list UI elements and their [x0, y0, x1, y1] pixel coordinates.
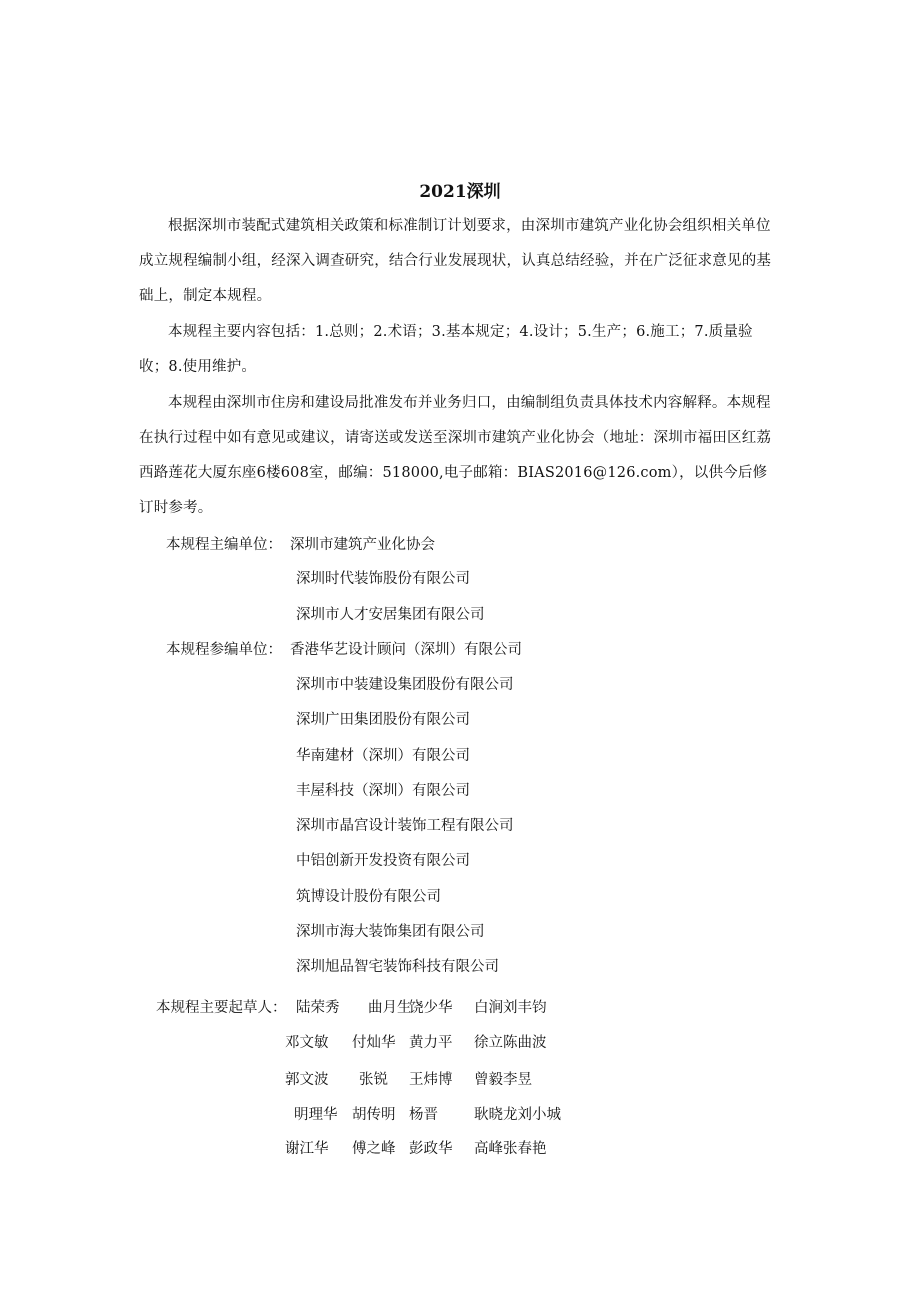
drafter-name: 白涧刘丰钧 — [474, 1000, 547, 1016]
participating-unit: 深圳市晶宫设计装饰工程有限公司 — [296, 818, 514, 834]
drafters-label: 本规程主要起草人： — [156, 1000, 287, 1016]
chief-unit: 深圳时代装饰股份有限公司 — [296, 571, 470, 587]
drafter-name: 高峰张春艳 — [474, 1141, 547, 1157]
contents-paragraph: 本规程主要内容包括：1.总则；2.术语；3.基本规定；4.设计；5.生产；6.施工；7.质量验收；8.使用维护。 — [139, 324, 753, 375]
chief-unit: 深圳市人才安居集团有限公司 — [296, 607, 485, 623]
participating-unit: 深圳市海大装饰集团有限公司 — [296, 924, 485, 940]
participating-unit: 深圳旭品智宅装饰科技有限公司 — [296, 959, 499, 975]
participating-unit: 华南建材（深圳）有限公司 — [296, 748, 470, 764]
drafter-name: 徐立陈曲波 — [474, 1035, 547, 1051]
drafter-name: 杨晋 — [409, 1107, 438, 1123]
chief-unit: 深圳市建筑产业化协会 — [290, 537, 435, 553]
participating-unit: 深圳市中装建设集团股份有限公司 — [296, 677, 514, 693]
drafter-name: 耿晓龙刘小城 — [474, 1107, 561, 1123]
document-title: 2021深圳 — [419, 182, 501, 202]
drafter-name: 曲月生 — [368, 1000, 412, 1016]
drafter-name: 彭政华 — [409, 1141, 453, 1157]
drafter-name: 傅之峰 — [352, 1141, 396, 1157]
chief-units-label: 本规程主编单位： — [166, 537, 282, 553]
participating-unit: 深圳广田集团股份有限公司 — [296, 712, 470, 728]
intro-paragraph: 根据深圳市装配式建筑相关政策和标准制订计划要求，由深圳市建筑产业化协会组织相关单位成立规程编制小组，经深入调查研究，结合行业发展现状，认真总结经验，并在广泛征求意见的基础上，制定本规程。 — [139, 218, 772, 304]
administration-paragraph: 本规程由深圳市住房和建设局批准发布并业务归口，由编制组负责具体技术内容解释。本规程在执行过程中如有意见或建议，请寄送或发送至深圳市建筑产业化协会（地址：深圳市福田区红荔西路莲花大厦东座6楼608室，邮编：518000,电子邮箱：BIAS2016@126.com），以供今后修订时参考。 — [139, 395, 772, 516]
participating-units-label: 本规程参编单位： — [166, 642, 282, 658]
drafter-name: 邓文敏 — [285, 1035, 329, 1051]
drafter-name: 付灿华 — [352, 1035, 396, 1051]
drafter-name: 饶少华 — [409, 1000, 453, 1016]
drafter-name: 明理华 — [294, 1107, 338, 1123]
drafter-name: 郭文波 — [285, 1072, 329, 1088]
participating-unit: 香港华艺设计顾问（深圳）有限公司 — [290, 642, 522, 658]
drafter-name: 王炜博 — [409, 1072, 453, 1088]
participating-unit: 中铝创新开发投资有限公司 — [296, 853, 470, 869]
drafter-name: 谢江华 — [285, 1141, 329, 1157]
drafter-name: 胡传明 — [352, 1107, 396, 1123]
drafter-name: 陆荣秀 — [296, 1000, 340, 1016]
participating-unit: 丰屋科技（深圳）有限公司 — [296, 783, 470, 799]
drafter-name: 曾毅李昱 — [474, 1072, 532, 1088]
participating-unit: 筑博设计股份有限公司 — [296, 889, 441, 905]
drafter-name: 黄力平 — [409, 1035, 453, 1051]
drafter-name: 张锐 — [359, 1072, 388, 1088]
